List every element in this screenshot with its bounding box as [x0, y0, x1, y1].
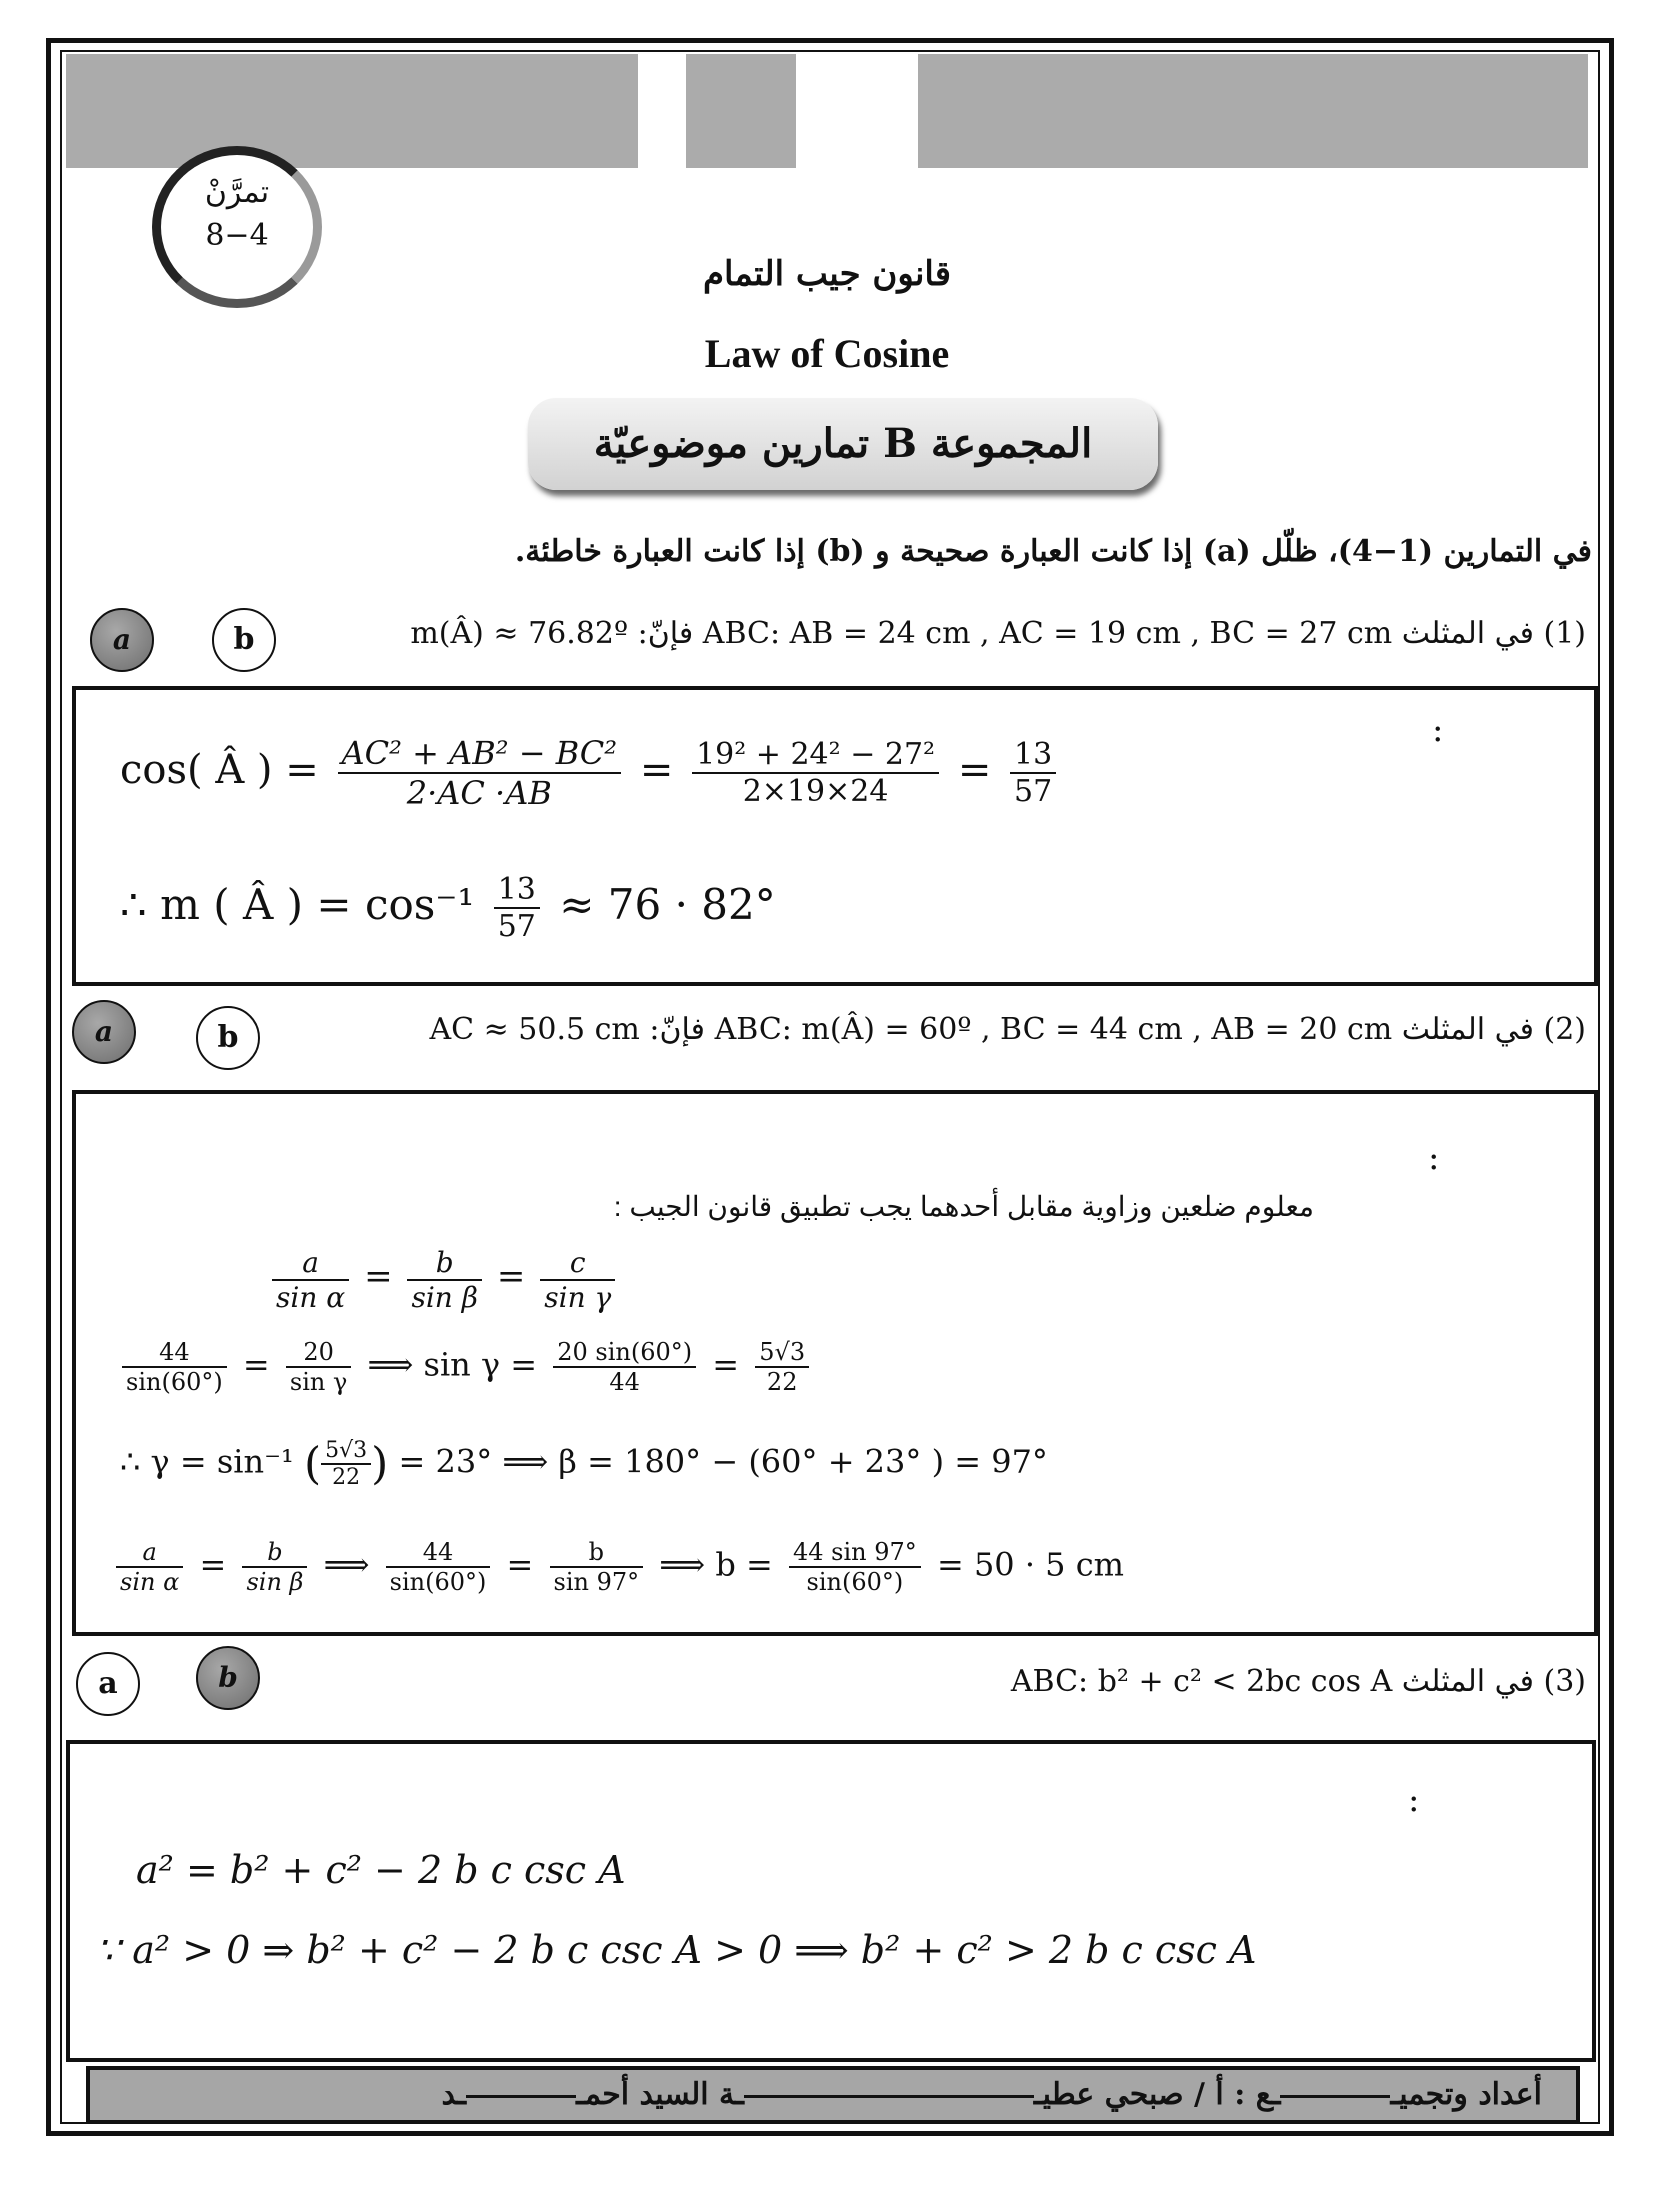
q2-r4-arrow: ⟹: [323, 1545, 370, 1584]
q2-r3-d: 22: [332, 1465, 361, 1490]
badge-number: 8−4: [205, 218, 269, 253]
q1-frac1-den: 2·AC ·AB: [406, 774, 552, 812]
q2-colon: :: [1428, 1138, 1440, 1178]
q1-frac1-num: AC² + AB² − BC²: [338, 734, 622, 774]
q3-line2: ∵ a² > 0 ⇒ b² + c² − 2 b c csc A > 0 ⟹ b² + c² > 2 b c csc A: [96, 1928, 1257, 1972]
q2-statement: (2) في المثلث ABC: m(Â) = 60º , BC = 44 cm , AB = 20 cm فإنّ: AC ≈ 50.5 cm: [429, 1012, 1586, 1047]
q2-row3: ∴ γ = sin⁻¹ ( $\frac{5√3}{22}$ ) = 23° ⟹ β = 180° − (60° + 23° ) = 97°: [120, 1438, 1048, 1490]
q2-r1-n1: a: [272, 1246, 349, 1281]
badge-label: تمرَّنْ: [204, 175, 270, 210]
q2-row1: $\frac{a}{\text{sin α}}$ = $\frac{b}{\text{sin β}}$ = $\frac{c}{\text{sin γ}}$: [266, 1246, 621, 1314]
q2-r4-post: = 50 · 5 cm: [936, 1545, 1124, 1584]
q1-frac4-den: 57: [497, 909, 536, 944]
q3-option-a[interactable]: a: [76, 1652, 140, 1716]
q3-option-b[interactable]: b: [196, 1646, 260, 1710]
q1-frac3-num: 13: [1010, 737, 1056, 774]
q2-r1-n3: c: [540, 1246, 615, 1281]
q2-r4-d3: sin(60°): [389, 1568, 487, 1596]
q2-r1-d1: sin α: [276, 1281, 346, 1314]
q2-r1-d2: sin β: [411, 1281, 478, 1314]
q2-row4: $\frac{a}{\text{sin α}}$ = $\frac{b}{\text{sin β}}$ ⟹ $\frac{44}{\sin(60^\circ)}$ = $\frac{b}{\sin 97^\circ}$ ⟹ b = $\frac{44 \sin 97^\circ}{\sin(60^\circ)}$ = 50 · 5 cm: [110, 1538, 1124, 1596]
footer-part2: ـع : أ / صبحي عطيـ: [1033, 2077, 1281, 2112]
q2-r4-mid: ⟹ b =: [659, 1545, 773, 1584]
q2-r4-n2: b: [242, 1538, 307, 1568]
q2-r4-n5: 44 sin 97°: [789, 1538, 921, 1568]
q1-statement: (1) في المثلث ABC: AB = 24 cm , AC = 19 cm , BC = 27 cm فإنّ: m(Â) ≈ 76.82º: [410, 616, 1586, 651]
q2-option-b[interactable]: b: [196, 1006, 260, 1070]
q2-r1-n2: b: [407, 1246, 481, 1281]
q1-option-b[interactable]: b: [212, 608, 276, 672]
footer-part4: ـد: [441, 2077, 467, 2112]
footer-part3: ـة السيد أحمـ: [576, 2077, 744, 2112]
q1-cos-lhs: cos( Â ) =: [120, 747, 319, 793]
q2-option-a[interactable]: a: [72, 1000, 136, 1064]
q2-r3-pre: ∴ γ = sin⁻¹: [120, 1442, 294, 1481]
q2-r3-n: 5√3: [321, 1438, 371, 1465]
q3-colon: :: [1408, 1780, 1420, 1820]
q2-r4-d4: sin 97°: [553, 1568, 640, 1596]
q2-r4-n4: b: [550, 1538, 644, 1568]
q1-line2: [120, 872, 776, 944]
q1-option-a[interactable]: a: [90, 608, 154, 672]
footer-prefix: أعداد وتجميـ: [1390, 2077, 1542, 2112]
q2-r4-d1: sin α: [120, 1568, 180, 1596]
q1-frac3-den: 57: [1014, 774, 1053, 809]
q2-r2-n4: 5√3: [755, 1338, 809, 1368]
q1-solution-box: [72, 686, 1598, 986]
q2-r1-d3: sin γ: [544, 1281, 612, 1314]
q2-r4-d5: sin(60°): [806, 1568, 904, 1596]
page-title-arabic: قانون جيب التمام: [702, 254, 952, 294]
q1-frac4-num: 13: [494, 872, 540, 909]
q2-r2-d3: 44: [609, 1368, 640, 1396]
header-bar-right: [918, 54, 1588, 168]
q2-note: معلوم ضلعين وزاوية مقابل أحدهما يجب تطبيق قانون الجيب :: [613, 1191, 1314, 1222]
q2-r2-d2: sin γ: [289, 1368, 348, 1396]
q2-r2-d4: 22: [766, 1368, 798, 1396]
q2-r2-n1: 44: [122, 1338, 227, 1368]
q2-r2-n2: 20: [286, 1338, 351, 1368]
q2-r2-d1: sin(60°): [126, 1368, 223, 1396]
q2-r4-d2: sin β: [246, 1568, 304, 1596]
footer-credits: [86, 2066, 1580, 2124]
q1-colon: :: [1432, 710, 1444, 750]
header-bar-left: [66, 54, 638, 168]
header-bar-middle: [686, 54, 796, 168]
q2-r3-post: = 23° ⟹ β = 180° − (60° + 23° ) = 97°: [398, 1442, 1048, 1481]
q2-solution-box: [72, 1090, 1598, 1636]
q2-r2-mid: ⟹ sin γ =: [367, 1345, 538, 1384]
q2-row2: $\frac{44}{\sin(60^\circ)}$ = $\frac{20}{\text{sin γ}}$ ⟹ sin γ = $\frac{20 \sin(60^\circ)}{44}$ = $\frac{5√3}{22}$: [116, 1338, 815, 1396]
q1-result: ≈ 76 · 82°: [559, 880, 776, 929]
q1-frac2-num: 19² + 24² − 27²: [692, 737, 939, 774]
q3-solution-box: [66, 1740, 1596, 2062]
q1-arccos: ∴ m ( Â ) = cos⁻¹: [120, 880, 475, 929]
q2-r2-n3: 20 sin(60°): [553, 1338, 696, 1368]
q2-r4-n1: a: [116, 1538, 183, 1568]
instructions: في التمارين (1−4)، ظلّل (a) إذا كانت العبارة صحيحة و (b) إذا كانت العبارة خاطئة.: [514, 534, 1592, 569]
page-title-english: Law of Cosine: [704, 331, 950, 376]
q3-statement: (3) في المثلث ABC: b² + c² < 2bc cos A: [1010, 1664, 1586, 1699]
q2-r4-n3: 44: [386, 1538, 491, 1568]
q1-frac2-den: 2×19×24: [742, 774, 889, 809]
q3-line1: a² = b² + c² − 2 b c csc A: [136, 1848, 626, 1892]
group-title-banner: المجموعة B تمارين موضوعيّة: [528, 398, 1158, 490]
q1-line1: cos( Â ) = $\frac{\text{AC² + AB² − BC²}}{2\cdot AC \cdot AB}$ = $\frac{\text{19² + 24² − 27²}}{2\times 19\times 24}$ = $\frac{13}{57}$: [120, 734, 1062, 812]
